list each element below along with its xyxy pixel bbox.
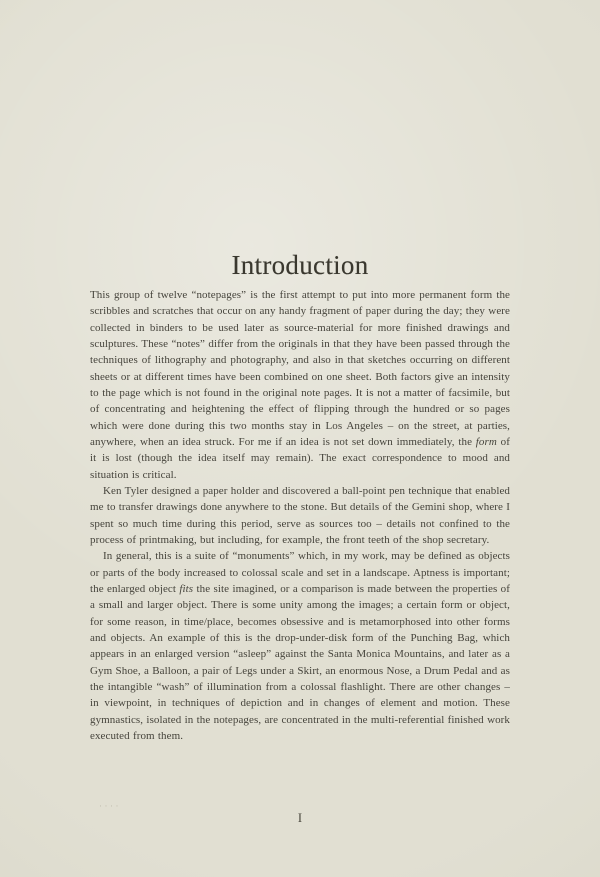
text-segment: This group of twelve “notepages” is the first attempt to put into more permanent form the scribbles and scratches that occur on any handy fragment of paper during the day; they were collected in binders to be used later as source-material for more finished drawings and sculptures. These “notes” differ from the originals in that they have been passed through the techniques of lithography and photography, and also in that sketches occurring on different sheets or at different times have been combined on one sheet. Both factors give an intensity to the page which is not found in the original note pages. It is not a matter of facsimile, but of concentrating and heightening the effect of flipping through the hundred or so pages which were done during this two months stay in Los Angeles – on the street, at parties, anywhere, when an idea struck. For me if an idea is not set down immediately, the [90,289,510,448]
page-number: I [297,811,303,825]
pencil-smudge: ···· [99,801,121,811]
italic-text: form [475,435,497,448]
paragraph [90,287,510,483]
text-segment: of it is lost (though the idea itself may remain). The exact correspondence to mood and situation is critical. [90,435,510,481]
body-text [90,287,510,744]
italic-text: fits [179,582,194,595]
text-segment: the site imagined, or a comparison is made between the properties of a small and larger object. There is some unity among the images; a certain form or object, for some reason, in time/place, becomes obsessive and is metamorphosed into other forms and objects. An example of this is the drop-under-disk form of the Punching Bag, which appears in an enlarged version “asleep” against the Santa Monica Mountains, and later as a Gym Shoe, a Balloon, a pair of Legs under a Skirt, an enormous Nose, a Drum Pedal and as the intangible “wash” of illumination from a colossal flashlight. There are other changes – in viewpoint, in techniques of depiction and in changes of element and motion. These gymnastics, isolated in the notepages, are concentrated in the multi-referential finished work executed from them. [90,582,510,742]
paragraph [90,548,510,744]
text-segment: In general, this is a suite of “monuments” which, in my work, may be defined as objects or parts of the body increased to colossal scale and set in a landscape. Aptness is important; the enlarged object [90,550,510,595]
page-title: Introduction [231,250,369,280]
text-segment: Ken Tyler designed a paper holder and discovered a ball-point pen technique that enabled me to transfer drawings done anywhere to the stone. But details of the Gemini shop, where I spent so much time during this period, serve as sources too – details not confined to the process of printmaking, but including, for example, the front teeth of the shop secretary. [90,484,510,546]
paragraph [90,483,510,548]
